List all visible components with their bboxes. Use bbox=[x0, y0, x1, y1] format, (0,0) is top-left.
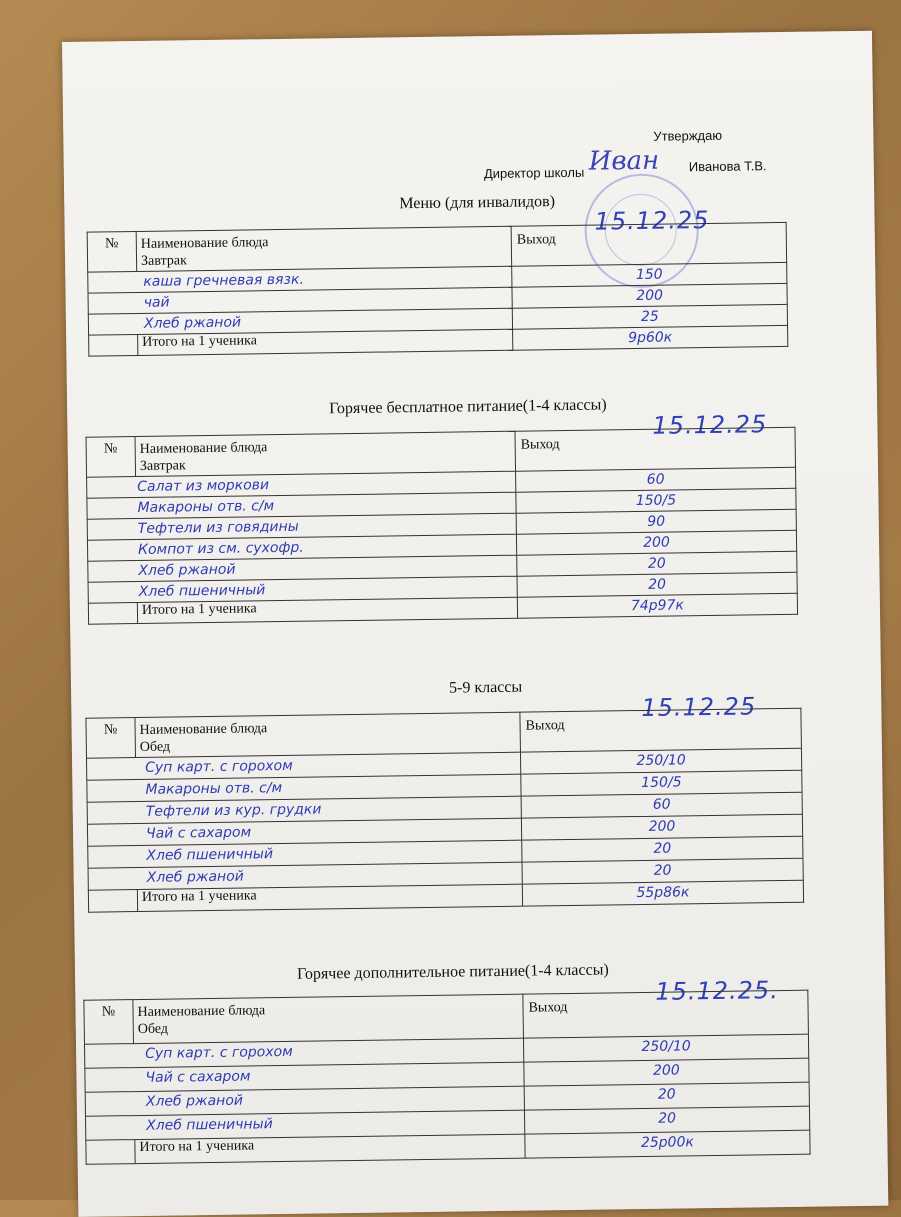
col-out-header: Выход bbox=[520, 708, 802, 752]
col-out-header: Выход bbox=[515, 427, 796, 471]
dish-name: Хлеб пшеничный bbox=[86, 1110, 525, 1140]
dish-output: 150/5 bbox=[521, 770, 802, 796]
dish-name: Хлеб пшеничный bbox=[88, 840, 522, 868]
dish-output: 20 bbox=[522, 858, 803, 884]
col-name-header bbox=[136, 226, 512, 271]
dish-name: Хлеб ржаной bbox=[85, 1086, 524, 1116]
meal-label: Обед bbox=[139, 739, 171, 755]
col-name-label: Наименование блюда bbox=[139, 721, 268, 738]
approve-label: Утверждаю bbox=[653, 127, 723, 144]
col-name-label: Наименование блюда bbox=[140, 235, 269, 252]
dish-name: Хлеб пшеничный bbox=[88, 576, 517, 603]
dish-output: 250/10 bbox=[523, 1034, 808, 1062]
col-name-label: Наименование блюда bbox=[137, 1003, 266, 1021]
dish-output: 60 bbox=[516, 467, 796, 492]
menu-table-disabled bbox=[87, 222, 789, 357]
col-name-header bbox=[135, 431, 516, 476]
dish-name: Суп карт. с горохом bbox=[87, 752, 521, 780]
dish-output: 20 bbox=[517, 572, 797, 597]
section-title: Меню (для инвалидов) bbox=[399, 193, 556, 213]
col-num-header: № bbox=[84, 1000, 134, 1045]
director-signature: Иван bbox=[588, 145, 660, 177]
dish-name: Салат из моркови bbox=[87, 471, 516, 498]
col-num-header: № bbox=[86, 718, 136, 759]
dish-output: 200 bbox=[521, 814, 802, 840]
section-title: 5-9 классы bbox=[448, 678, 523, 697]
director-name: Иванова Т.В. bbox=[688, 158, 767, 175]
col-out-header: Выход bbox=[511, 222, 787, 266]
dish-name: Тефтели из кур. грудки bbox=[87, 796, 521, 824]
col-out-header: Выход bbox=[523, 990, 809, 1038]
dish-name: чай bbox=[88, 287, 512, 314]
dish-output: 90 bbox=[516, 509, 796, 534]
director-label: Директор школы bbox=[483, 164, 585, 182]
total-label: Итого на 1 ученика bbox=[137, 884, 522, 911]
dish-name: Макароны отв. с/м bbox=[87, 774, 521, 802]
section-date: 15.12.25. bbox=[655, 976, 780, 1006]
total-label: Итого на 1 ученика bbox=[135, 1134, 525, 1163]
dish-name: Чай с сахаром bbox=[85, 1062, 524, 1092]
dish-name: Макароны отв. с/м bbox=[87, 492, 516, 519]
total-value: 55р86к bbox=[522, 880, 803, 906]
total-num-cell bbox=[89, 334, 138, 356]
menu-table-5-9 bbox=[85, 708, 804, 913]
dish-output: 200 bbox=[516, 530, 796, 555]
col-name-header bbox=[135, 712, 521, 757]
dish-name: Чай с сахаром bbox=[87, 818, 521, 846]
section-date: 15.12.25 bbox=[641, 692, 757, 722]
meal-label: Завтрак bbox=[139, 458, 186, 474]
section-date: 15.12.25 bbox=[652, 410, 768, 440]
total-num-cell bbox=[88, 890, 137, 913]
col-num-header: № bbox=[87, 231, 137, 272]
section-date: 15.12.25 bbox=[594, 205, 710, 236]
dish-output: 25 bbox=[512, 304, 787, 329]
total-value: 74р97к bbox=[517, 593, 797, 618]
menu-table-free-1-4 bbox=[86, 427, 799, 625]
total-label: Итого на 1 ученика bbox=[137, 597, 517, 623]
document-sheet bbox=[62, 31, 888, 1217]
dish-output: 150 bbox=[512, 262, 787, 287]
total-num-cell bbox=[88, 603, 137, 625]
total-label: Итого на 1 ученика bbox=[138, 329, 513, 355]
dish-output: 200 bbox=[524, 1058, 809, 1086]
dish-output: 200 bbox=[512, 283, 787, 308]
section-title: Горячее дополнительное питание(1-4 классы) bbox=[296, 961, 609, 983]
col-name-header bbox=[133, 994, 524, 1043]
dish-output: 20 bbox=[524, 1082, 809, 1110]
menu-table-extra-1-4 bbox=[83, 990, 810, 1165]
total-value: 9р60к bbox=[513, 325, 788, 350]
dish-name: каша гречневая вязк. bbox=[88, 266, 512, 293]
dish-name: Хлеб ржаной bbox=[88, 308, 512, 335]
dish-output: 20 bbox=[524, 1106, 809, 1134]
dish-name: Хлеб ржаной bbox=[88, 862, 522, 890]
dish-output: 150/5 bbox=[516, 488, 796, 513]
dish-name: Тефтели из говядины bbox=[87, 513, 516, 540]
section-title: Горячее бесплатное питание(1-4 классы) bbox=[329, 396, 607, 418]
dish-output: 20 bbox=[517, 551, 797, 576]
dish-name: Хлеб ржаной bbox=[88, 555, 517, 582]
dish-name: Суп карт. с горохом bbox=[84, 1038, 523, 1068]
dish-output: 20 bbox=[522, 836, 803, 862]
col-num-header: № bbox=[86, 437, 136, 478]
meal-label: Обед bbox=[137, 1021, 169, 1038]
meal-label: Завтрак bbox=[140, 253, 187, 269]
dish-output: 60 bbox=[521, 792, 802, 818]
dish-name: Компот из см. сухофр. bbox=[87, 534, 516, 561]
total-num-cell bbox=[86, 1140, 135, 1165]
col-name-label: Наименование блюда bbox=[139, 440, 268, 457]
total-value: 25р00к bbox=[525, 1130, 810, 1158]
dish-output: 250/10 bbox=[520, 748, 801, 774]
